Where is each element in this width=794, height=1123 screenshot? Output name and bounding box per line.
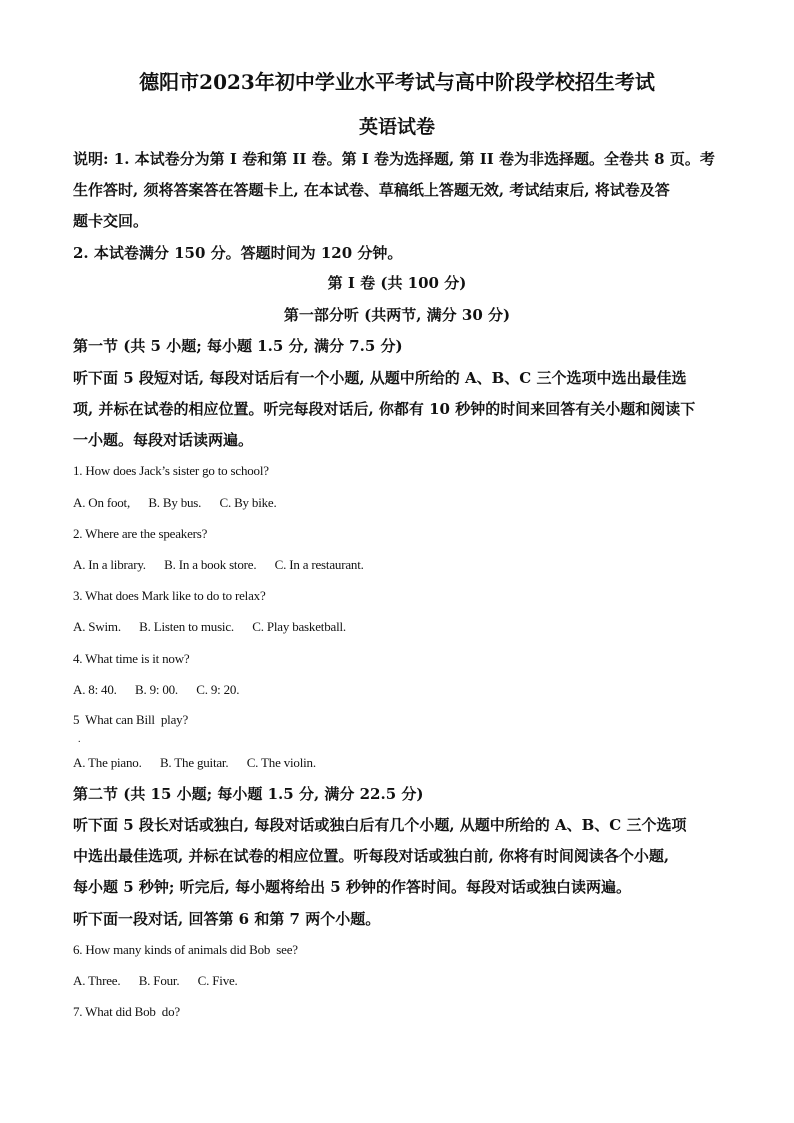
instructions-line-4: 2. 本试卷满分 150 分。答题时间为 120 分钟。 — [73, 244, 403, 262]
question-7: 7. What did Bob do? — [73, 1004, 180, 1019]
question-5: 5 What can Bill play? — [73, 712, 189, 727]
question-4-options: A. 8: 40. B. 9: 00. C. 9: 20. — [73, 682, 240, 697]
section2-directions-1: 听下面 5 段长对话或独白, 每段对话或独白后有几个小题, 从题中所给的 A、B、C 三个选项 — [73, 816, 687, 834]
question-2: 2. Where are the speakers? — [73, 526, 208, 541]
dialogue-intro: 听下面一段对话, 回答第 6 和第 7 两个小题。 — [73, 910, 381, 928]
question-2-options: A. In a library. B. In a book store. C. In a restaurant. — [73, 557, 364, 572]
instructions-line-3: 题卡交回。 — [73, 212, 149, 230]
question-3: 3. What does Mark like to do to relax? — [73, 588, 266, 603]
question-6: 6. How many kinds of animals did Bob see? — [73, 942, 298, 957]
question-6-options: A. Three. B. Four. C. Five. — [73, 973, 238, 988]
question-1: 1. How does Jack’s sister go to school? — [73, 463, 269, 478]
section1-directions-2: 项, 并标在试卷的相应位置。听完每段对话后, 你都有 10 秒钟的时间来回答有关小题和阅读下 — [73, 400, 696, 418]
section2-directions-2: 中选出最佳选项, 并标在试卷的相应位置。听每段对话或独白前, 你将有时间阅读各个小题, — [73, 847, 670, 865]
question-1-options: A. On foot, B. By bus. C. By bike. — [73, 495, 277, 510]
section1-heading: 第一节 (共 5 小题; 每小题 1.5 分, 满分 7.5 分) — [73, 337, 403, 355]
instructions-line-2: 生作答时, 须将答案答在答题卡上, 在本试卷、草稿纸上答题无效, 考试结束后, 将试卷及答 — [73, 181, 670, 199]
instructions-line-1: 说明: 1. 本试卷分为第 I 卷和第 II 卷。第 I 卷为选择题, 第 II 卷为非选择题。全卷共 8 页。考 — [73, 150, 715, 168]
exam-title: 德阳市2023年初中学业水平考试与高中阶段学校招生考试 — [139, 70, 655, 94]
exam-subtitle: 英语试卷 — [358, 116, 435, 138]
question-4: 4. What time is it now? — [73, 651, 190, 666]
part1-heading: 第 I 卷 (共 100 分) — [327, 274, 467, 292]
section2-directions-3: 每小题 5 秒钟; 听完后, 每小题将给出 5 秒钟的作答时间。每段对话或独白读两遍。 — [73, 878, 631, 896]
question-5-options: A. The piano. B. The guitar. C. The violin. — [73, 755, 316, 770]
section1-directions-1: 听下面 5 段短对话, 每段对话后有一个小题, 从题中所给的 A、B、C 三个选项中选出最佳选 — [73, 369, 687, 387]
stray-mark: . — [78, 734, 81, 745]
question-3-options: A. Swim. B. Listen to music. C. Play basketball. — [73, 619, 346, 634]
section1-directions-3: 一小题。每段对话读两遍。 — [73, 431, 254, 449]
section2-heading: 第二节 (共 15 小题; 每小题 1.5 分, 满分 22.5 分) — [73, 785, 424, 803]
part1-subheading: 第一部分听 (共两节, 满分 30 分) — [283, 306, 511, 324]
